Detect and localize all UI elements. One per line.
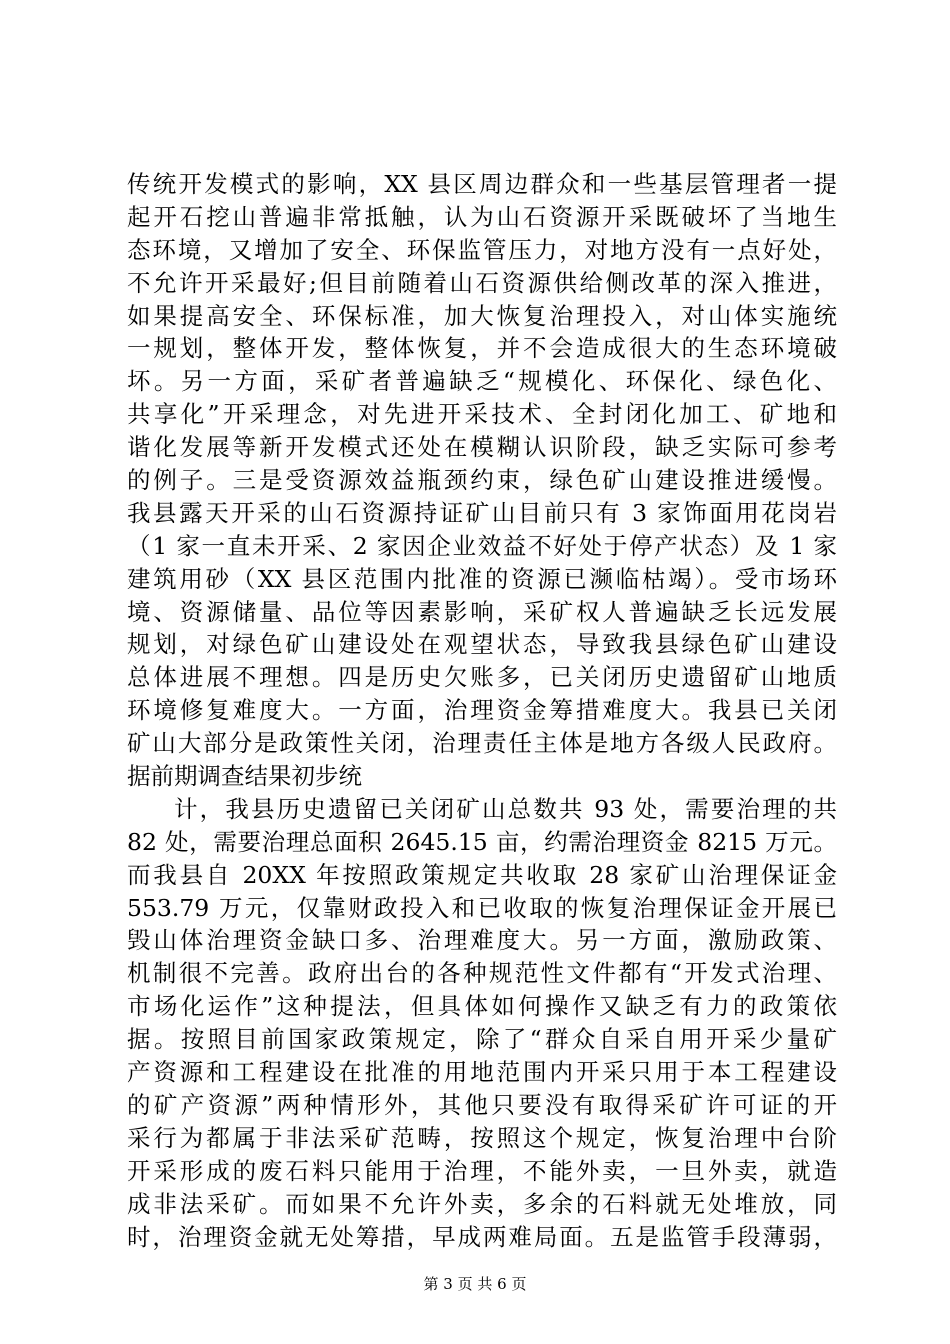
page-footer: [0, 1274, 950, 1294]
text-line: 传统开发模式的影响，XX 县区周边群众和一些基层管理者一提: [127, 170, 837, 198]
page-number: 第 3 页 共 6 页: [423, 1275, 527, 1293]
text-line: 环境修复难度大。一方面，治理资金筹措难度大。我县已关闭: [127, 696, 837, 725]
text-line: 我县露天开采的山石资源持证矿山目前只有 3 家饰面用花岗岩: [127, 498, 837, 527]
text-line: 553.79 万元，仅靠财政投入和已收取的恢复治理保证金开展已: [127, 893, 837, 922]
text-line: 82 处，需要治理总面积 2645.15 亩，约需治理资金 8215 万元。: [127, 827, 837, 856]
text-line: 时，治理资金就无处筹措，早成两难局面。五是监管手段薄弱，: [127, 1222, 837, 1251]
text-line: 采行为都属于非法采矿范畴，按照这个规定，恢复治理中台阶: [127, 1123, 837, 1152]
text-line: 成非法采矿。而如果不允许外卖，多余的石料就无处堆放，同: [127, 1189, 837, 1218]
paragraph-2: [127, 793, 837, 1253]
text-line: 机制很不完善。政府出台的各种规范性文件都有“开发式治理、: [127, 959, 837, 988]
text-line: 毁山体治理资金缺口多、治理难度大。另一方面，激励政策、: [127, 926, 837, 955]
text-line: 不允许开采最好;但目前随着山石资源供给侧改革的深入推进，: [127, 268, 837, 297]
text-line: 建筑用砂（XX 县区范围内批准的资源已濒临枯竭）。受市场环: [127, 564, 837, 593]
text-line: 共享化”开采理念，对先进开采技术、全封闭化加工、矿地和: [127, 400, 837, 429]
text-line: 的例子。三是受资源效益瓶颈约束，绿色矿山建设推进缓慢。: [127, 466, 837, 495]
text-line: 态环境，又增加了安全、环保监管压力，对地方没有一点好处，: [127, 235, 837, 264]
text-line: 市场化运作”这种提法，但具体如何操作又缺乏有力的政策依: [127, 992, 837, 1021]
text-line: 产资源和工程建设在批准的用地范围内开采只用于本工程建设: [127, 1058, 837, 1087]
text-line: 起开石挖山普遍非常抵触，认为山石资源开采既破坏了当地生: [127, 202, 837, 231]
text-line: 的矿产资源”两种情形外，其他只要没有取得采矿许可证的开: [127, 1090, 837, 1119]
text-line: 总体进展不理想。四是历史欠账多，已关闭历史遗留矿山地质: [127, 663, 837, 692]
text-line: 开采形成的废石料只能用于治理，不能外卖，一旦外卖，就造: [127, 1156, 837, 1185]
paragraph-1: [127, 168, 837, 793]
text-line: 而我县自 20XX 年按照政策规定共收取 28 家矿山治理保证金: [127, 860, 837, 889]
text-line: 矿山大部分是政策性关闭，治理责任主体是地方各级人民政府。: [127, 729, 837, 758]
text-line: 如果提高安全、环保标准，加大恢复治理投入，对山体实施统: [127, 301, 837, 330]
text-line: 规划，对绿色矿山建设处在观望状态，导致我县绿色矿山建设: [127, 630, 837, 659]
text-line: 计，我县历史遗留已关闭矿山总数共 93 处，需要治理的共: [174, 794, 837, 823]
body-text: [127, 168, 837, 1253]
text-line: （1 家一直未开采、2 家因企业效益不好处于停产状态）及 1 家: [127, 531, 837, 560]
text-line: 境、资源储量、品位等因素影响，采矿权人普遍缺乏长远发展: [127, 597, 837, 626]
text-line: 一规划，整体开发，整体恢复，并不会造成很大的生态环境破: [127, 334, 837, 363]
text-line: 谐化发展等新开发模式还处在模糊认识阶段，缺乏实际可参考: [127, 433, 837, 462]
text-line: 据前期调查结果初步统: [127, 762, 362, 791]
text-line: 坏。另一方面，采矿者普遍缺乏“规模化、环保化、绿色化、: [127, 367, 837, 396]
text-line: 据。按照目前国家政策规定，除了“群众自采自用开采少量矿: [127, 1025, 837, 1054]
